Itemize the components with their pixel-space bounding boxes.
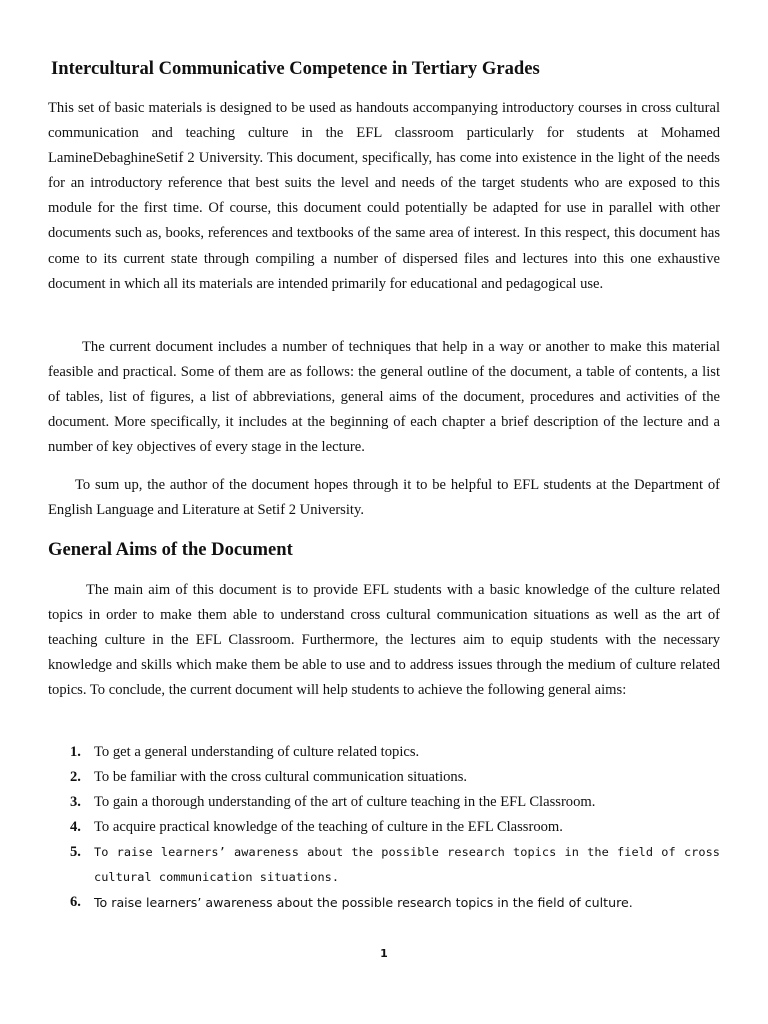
aim-text: To raise learners’ awareness about the possible research topics in the field of culture. [94, 895, 633, 910]
page-number: 1 [380, 947, 388, 960]
aims-list-item [48, 740, 720, 765]
aims-list-item [48, 840, 720, 890]
aims-paragraph: The main aim of this document is to provide EFL students with a basic knowledge of the culture related topics in order to make them able to understand cross cultural communication situations as well as the art of teaching culture in the EFL Classroom. Furthermore, the lectures aim to equip students with the necessary knowledge and skills which make them be able to use and to address issues through the medium of culture related topics. To conclude, the current document will help students to achieve the following general aims: [48, 582, 720, 699]
aims-heading: General Aims of the Document [48, 539, 293, 560]
intro-paragraph-1: This set of basic materials is designed to be used as handouts accompanying introductory courses in cross cultural communication and teaching culture in the EFL classroom particularly for students at Mohamed LamineDebaghineSetif 2 University. This document, specifically, has come into existence in the light of the needs for an introductory reference that best suits the level and needs of the target students who are exposed to this module for the first time. Of course, this document could potentially be adapted for use in parallel with other documents such as, books, references and textbooks of the same area of interest. In this respect, this document has come to its current state through compiling a number of dispersed files and lectures into this one exhaustive document in which all its materials are intended primarily for educational and pedagogical use. [48, 100, 720, 292]
aim-text: To gain a thorough understanding of the art of culture teaching in the EFL Classroom. [94, 794, 596, 810]
aim-text: To get a general understanding of culture related topics. [94, 744, 420, 760]
aims-list-item [48, 790, 720, 815]
intro-paragraph-3: To sum up, the author of the document hopes through it to be helpful to EFL students at the Department of English Language and Literature at Setif 2 University. [48, 477, 720, 519]
aim-number: 2. [70, 769, 81, 785]
aim-text: To acquire practical knowledge of the teaching of culture in the EFL Classroom. [94, 819, 563, 835]
aim-text: To be familiar with the cross cultural communication situations. [94, 769, 468, 785]
aims-list-item [48, 815, 720, 840]
aim-number: 6. [70, 894, 81, 910]
document-title: Intercultural Communicative Competence in Tertiary Grades [51, 58, 540, 79]
aims-list-item [48, 890, 720, 916]
aim-number: 4. [70, 819, 81, 835]
aim-text: To raise learners’ awareness about the possible research topics in the field of cross cultural communication situations. [94, 845, 720, 884]
aim-number: 5. [70, 844, 81, 860]
intro-paragraph-2: The current document includes a number of techniques that help in a way or another to make this material feasible and practical. Some of them are as follows: the general outline of the document, a table of contents, a list of tables, list of figures, a list of abbreviations, general aims of the document, procedures and activities of the document. More specifically, it includes at the beginning of each chapter a brief description of the lecture and a number of key objectives of every stage in the lecture. [48, 339, 720, 456]
aim-number: 1. [70, 744, 81, 760]
aims-list-item [48, 765, 720, 790]
aims-list [48, 740, 720, 916]
aim-number: 3. [70, 794, 81, 810]
